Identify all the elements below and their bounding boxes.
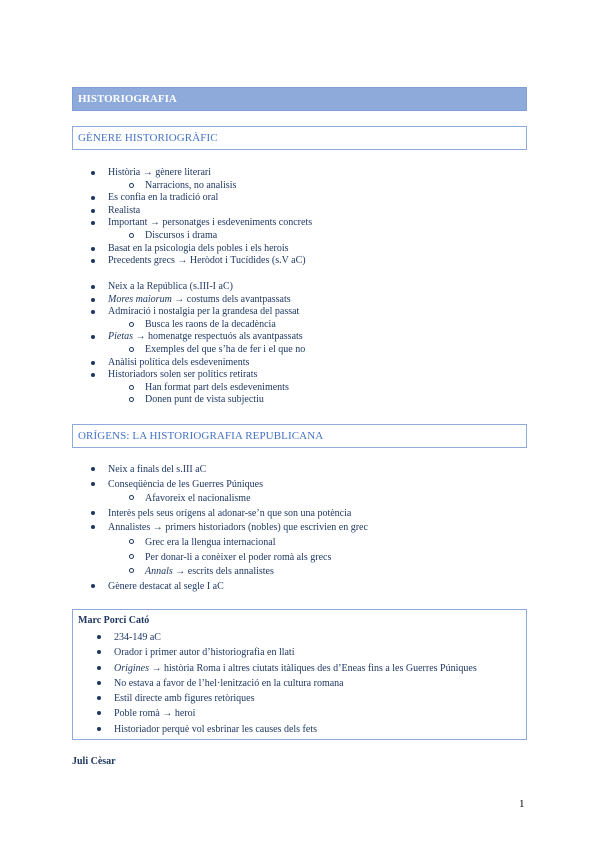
list-item: Neix a finals del s.III aC bbox=[90, 463, 368, 478]
list-item: Realista bbox=[90, 205, 312, 218]
list-item: Donen punt de vista subjectiu bbox=[90, 394, 305, 407]
list-item: Busca les raons de la decadència bbox=[90, 319, 305, 332]
list-item: Es confia en la tradició oral bbox=[90, 192, 312, 205]
list-item: Conseqüència de les Guerres Púniques bbox=[90, 478, 368, 493]
list-item-text: → homenatge respectuós als avantpassats bbox=[133, 331, 303, 343]
list-item: Annalistes → primers historiadors (nobles) que escrivien en grec bbox=[90, 521, 368, 536]
list-item: Gènere destacat al segle I aC bbox=[90, 580, 368, 595]
cato-box bbox=[72, 609, 527, 740]
genere-list bbox=[90, 167, 312, 268]
list-item: Estil directe amb figures retòriques bbox=[96, 691, 477, 706]
cato-heading: Marc Porci Cató bbox=[78, 615, 150, 626]
latin-term: Origines bbox=[114, 662, 149, 674]
list-item: Grec era la llengua internacional bbox=[90, 536, 368, 551]
list-item-text: → costums dels avantpassats bbox=[171, 293, 291, 305]
list-item: Neix a la República (s.III-I aC) bbox=[90, 281, 305, 294]
list-item: Narracions, no analisis bbox=[90, 180, 312, 193]
list-item: Poble romà → heroi bbox=[96, 706, 477, 721]
origens-list bbox=[90, 463, 368, 594]
cato-list bbox=[96, 630, 477, 737]
list-item: Per donar-li a conèixer el poder romà als grecs bbox=[90, 551, 368, 566]
list-item: Historiador perquè vol esbrinar les causes dels fets bbox=[96, 722, 477, 737]
list-item: Han format part dels esdeveniments bbox=[90, 382, 305, 395]
list-item: Exemples del que s’ha de fer i el que no bbox=[90, 344, 305, 357]
section-heading-genere: GÈNERE HISTORIOGRÀFIC bbox=[72, 126, 527, 150]
list-item: No estava a favor de l’hel·lenització en la cultura romana bbox=[96, 676, 477, 691]
latin-term: Mores maiorum bbox=[108, 293, 172, 305]
list-item: Història → gènere literari bbox=[90, 167, 312, 180]
list-item: 234-149 aC bbox=[96, 630, 477, 645]
list-item: Orador i primer autor d’historiografia en llatí bbox=[96, 645, 477, 660]
list-item: Afavoreix el nacionalisme bbox=[90, 492, 368, 507]
list-item: Interès pels seus orígens al adonar-se’n que son una potència bbox=[90, 507, 368, 522]
list-item: Historiadors solen ser polítics retirats bbox=[90, 369, 305, 382]
list-item: Discursos i drama bbox=[90, 230, 312, 243]
list-item: Admiració i nostalgia per la grandesa del passat bbox=[90, 306, 305, 319]
republica-list bbox=[90, 281, 305, 407]
list-item bbox=[90, 565, 368, 580]
list-item-text: → història Roma i altres ciutats itàliques des d’Eneas fins a les Guerres Púniques bbox=[149, 662, 477, 674]
page-number: 1 bbox=[519, 798, 525, 810]
list-item: Anàlisi política dels esdeveniments bbox=[90, 357, 305, 370]
list-item: Basat en la psicologia dels pobles i els herois bbox=[90, 243, 312, 256]
list-item-text: → escrits dels annalistes bbox=[172, 566, 274, 578]
list-item bbox=[96, 661, 477, 676]
list-item: Important → personatges i esdeveniments concrets bbox=[90, 217, 312, 230]
cesar-heading: Juli Cèsar bbox=[72, 756, 116, 767]
section-heading-origens: ORÍGENS: LA HISTORIOGRAFIA REPUBLICANA bbox=[72, 424, 527, 448]
latin-term: Pietas bbox=[108, 331, 133, 343]
list-item bbox=[90, 294, 305, 307]
list-item bbox=[90, 331, 305, 344]
list-item: Precedents grecs → Heròdot i Tucídides (s.V aC) bbox=[90, 255, 312, 268]
latin-term: Annals bbox=[145, 566, 173, 578]
page-title: HISTORIOGRAFIA bbox=[72, 87, 527, 111]
